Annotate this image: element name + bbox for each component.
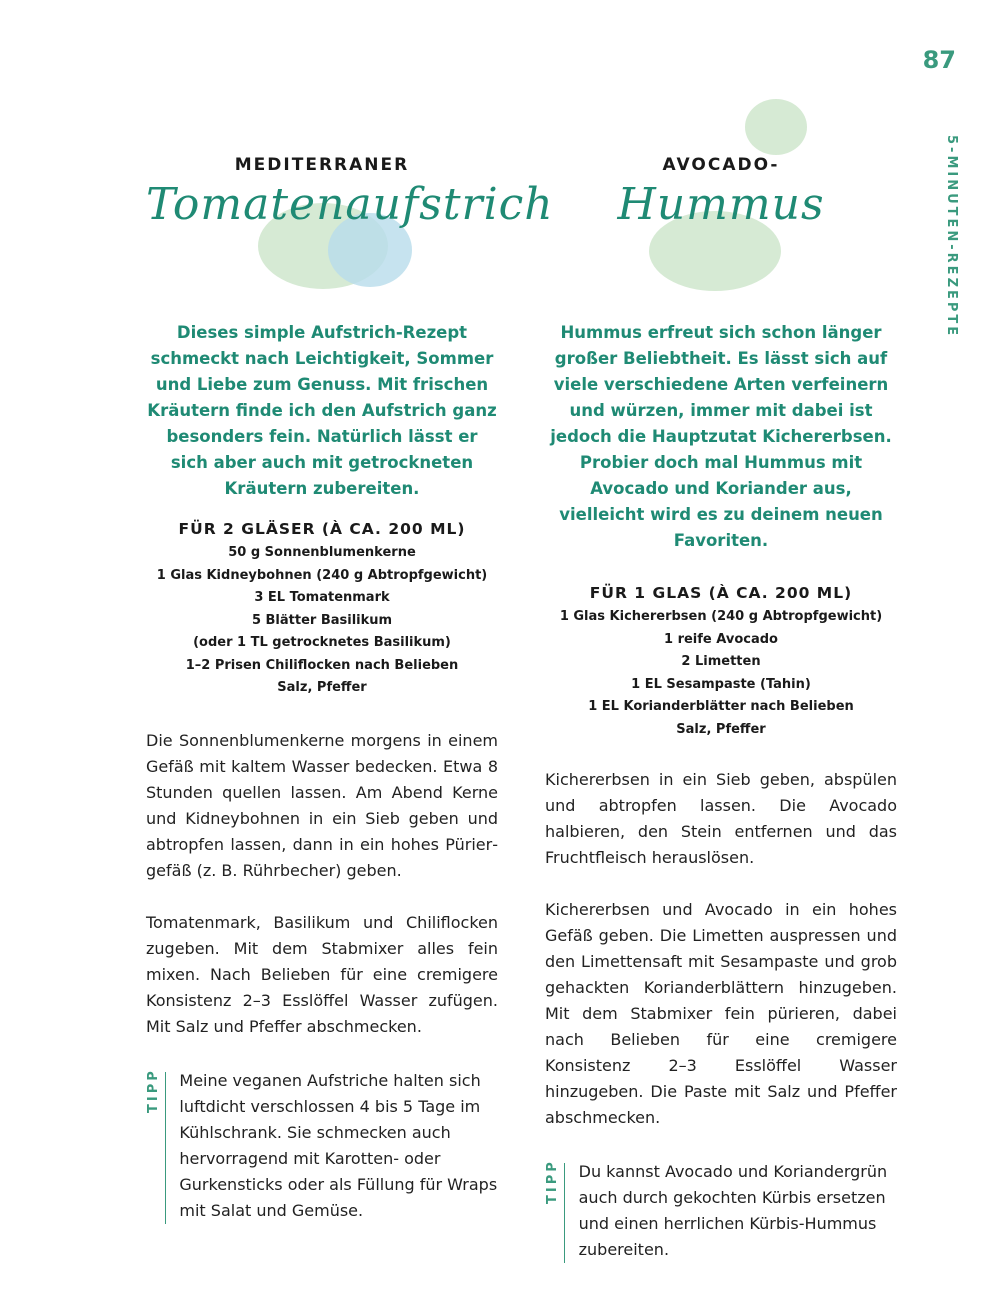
ingredient-item: Salz, Pfeffer bbox=[676, 721, 766, 737]
ingredient-item: 1 EL Korianderblätter nach Belieben bbox=[588, 699, 854, 714]
ingredients-heading: FÜR 2 GLÄSER (À CA. 200 ML) bbox=[178, 520, 466, 538]
recipe-left bbox=[146, 0, 554, 1224]
ingredient-item: 1 Glas Kichererbsen (240 g Abtropfgewicht) bbox=[559, 609, 883, 624]
step-paragraph: Die Sonnenblumenkerne morgens in einem Gefäß mit kaltem Wasser bedecken. Etwa 8 Stunden quellen lassen. Am Abend Kerne und Kidneybohnen in ein Sieb geben und abtropfen lassen, dann in ein hohes Püriergefäß (z. B. Rührbecher) geben. bbox=[146, 730, 498, 880]
title-script: Hummus bbox=[617, 179, 825, 230]
tip-box bbox=[146, 1068, 498, 1224]
step-paragraph: Tomatenmark, Basilikum und Chiliflocken zugeben. Mit dem Stabmixer alles fein mixen. Nach Belieben für eine cremigere Konsistenz 2–3 Esslöffel Wasser zufügen. Mit Salz und Pfeffer abschmecken. bbox=[146, 912, 498, 1036]
ingredient-item: 1 Glas Kidneybohnen (240 g Abtropfgewicht) bbox=[156, 567, 488, 583]
ingredient-item: 50 g Sonnenblumenkerne bbox=[228, 545, 416, 560]
intro-text: Hummus erfreut sich schon länger großer Beliebtheit. Es lässt sich auf viele verschiedene Arten verfeinern und würzen, immer mit dabei ist jedoch die Hauptzutat Kichererbsen. Probier doch mal Hummus mit Avocado und Koriander aus, vielleicht wird es zu deinem neuen Favoriten. bbox=[550, 323, 892, 550]
ingredient-item: 2 Limetten bbox=[681, 654, 761, 669]
tip-label: TIPP bbox=[545, 1159, 560, 1204]
tip-text: Du kannst Avocado und Koriandergrün auch durch gekochten Kürbis ersetzen und einen herrlichen Kürbis-Hummus zubereiten. bbox=[578, 1162, 888, 1259]
ingredient-item: (oder 1 TL getrocknetes Basilikum) bbox=[193, 635, 451, 650]
tip-label: TIPP bbox=[146, 1067, 161, 1113]
recipe-title-right bbox=[545, 155, 897, 320]
page-number: 87 bbox=[922, 46, 956, 74]
step-paragraph: Kichererbsen in ein Sieb geben, abspülen und abtropfen lassen. Die Avocado halbieren, den Stein entfernen und das Fruchtfleisch herauslösen. bbox=[545, 770, 897, 867]
tip-box bbox=[545, 1159, 897, 1263]
ingredient-item: 1–2 Prisen Chiliflocken nach Belieben bbox=[185, 657, 459, 673]
ingredient-item: 3 EL Tomatenmark bbox=[254, 590, 390, 605]
tip-divider bbox=[564, 1163, 565, 1263]
step-paragraph: Kichererbsen und Avocado in ein hohes Gefäß geben. Die Limetten auspressen und den Limettensaft mit Sesampaste und grob gehackten Korianderblättern hinzugeben. Mit dem Stabmixer fein pürieren, dabei nach Belieben für eine cremigere Konsistenz 2–3 Esslöffel Wasser hinzugeben. Die Paste mit Salz und Pfeffer abschmecken. bbox=[545, 900, 897, 1127]
ingredients-heading: FÜR 1 GLAS (À CA. 200 ML) bbox=[589, 584, 853, 602]
recipe-title-left bbox=[146, 155, 554, 320]
ingredients-list bbox=[146, 542, 498, 700]
recipe-right bbox=[545, 0, 897, 1263]
title-small: MEDITERRANER bbox=[234, 155, 410, 175]
ingredient-item: 1 EL Sesampaste (Tahin) bbox=[631, 676, 811, 692]
section-label: 5-MINUTEN-REZEPTE bbox=[944, 135, 959, 339]
green-blob-decoration bbox=[745, 99, 807, 155]
tip-text: Meine veganen Aufstriche halten sich luftdicht verschlossen 4 bis 5 Tage im Kühlschrank. Sie schmecken auch hervorragend mit Karotten- oder Gurkensticks oder als Füllung für Wraps mit Salat und Gemüse. bbox=[179, 1070, 498, 1220]
ingredients-list bbox=[545, 606, 897, 741]
intro-text: Dieses simple Aufstrich-Rezept schmeckt nach Leichtigkeit, Sommer und Liebe zum Genuss. Mit frischen Kräutern finde ich den Aufstrich ganz besonders fein. Natürlich lässt er sich aber auch mit getrockneten Kräutern zubereiten. bbox=[147, 323, 497, 498]
ingredient-item: 1 reife Avocado bbox=[664, 631, 778, 647]
ingredient-item: 5 Blätter Basilikum bbox=[251, 612, 393, 628]
ingredient-item: Salz, Pfeffer bbox=[277, 680, 367, 695]
title-small: AVOCADO- bbox=[662, 155, 780, 175]
title-script: Tomatenaufstrich bbox=[146, 179, 554, 230]
